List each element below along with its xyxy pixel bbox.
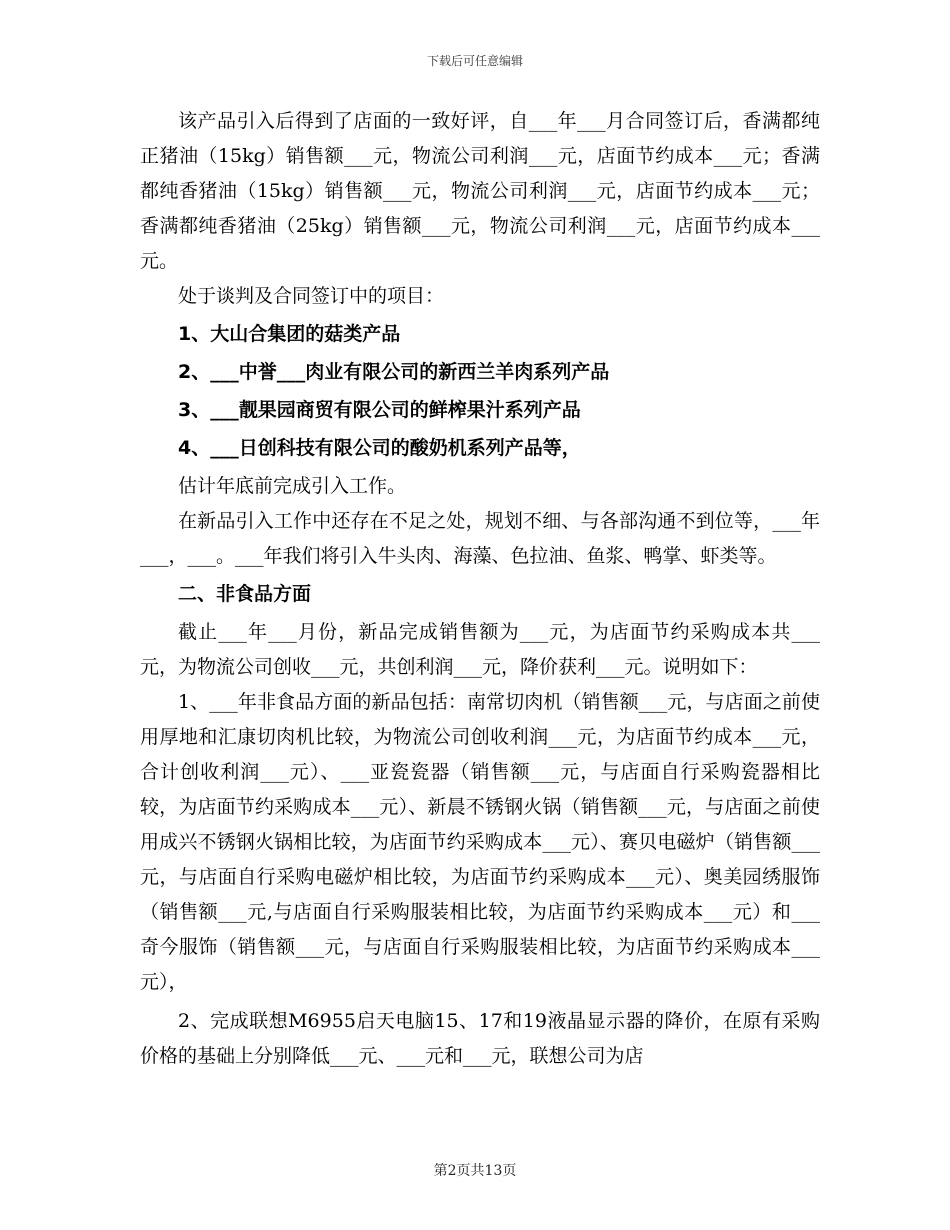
- project-item-2: 2、___中誉___肉业有限公司的新西兰羊肉系列产品: [178, 361, 610, 383]
- project-item-1: 1、大山合集团的菇类产品: [178, 323, 401, 345]
- paragraph-non-food-item-2: 2、完成联想M6955启天电脑15、17和19液晶显示器的降价，在原有采购价格的基础上分别降低___元、___元和___元，联想公司为店: [140, 1010, 820, 1067]
- paragraph-shortcomings: 在新品引入工作中还存在不足之处，规划不细、与各部沟通不到位等，___年___，___。___年我们将引入牛头肉、海藻、色拉油、鱼浆、鸭掌、虾类等。: [140, 510, 820, 567]
- section-heading-non-food: 二、非食品方面: [178, 583, 312, 605]
- project-item-4: 4、___日创科技有限公司的酸奶机系列产品等，: [178, 437, 581, 459]
- paragraph-pending-projects: 处于谈判及合同签订中的项目：: [178, 285, 445, 307]
- page-footer: 第2页共13页: [433, 1163, 517, 1179]
- project-item-3: 3、___靓果园商贸有限公司的鲜榨果汁系列产品: [178, 399, 581, 421]
- document-body: [140, 104, 820, 1074]
- paragraph-non-food-item-1: 1、___年非食品方面的新品包括：南常切肉机（销售额___元，与店面之前使用厚地和汇康切肉机比较，为物流公司创收利润___元，为店面节约成本___元，合计创收利润___元）、___亚瓷瓷器（销售额___元，与店面自行采购瓷器相比较，为店面节约采购成本___元）、新晨不锈钢火锅（销售额___元，与店面之前使用成兴不锈钢火锅相比较，为店面节约采购成本___元）、赛贝电磁炉（销售额___元，与店面自行采购电磁炉相比较，为店面节约采购成本___元）、奥美园绣服饰（销售额___元,与店面自行采购服装相比较，为店面节约采购成本___元）和___奇今服饰（销售额___元，与店面自行采购服装相比较，为店面节约采购成本___元），: [140, 691, 820, 993]
- page-header: 下载后可任意编辑: [426, 54, 523, 68]
- paragraph-estimate: 估计年底前完成引入工作。: [178, 475, 407, 497]
- paragraph-non-food-summary: 截止___年___月份，新品完成销售额为___元，为店面节约采购成本共___元，为物流公司创收___元，共创利润___元，降价获利___元。说明如下：: [140, 621, 820, 678]
- paragraph-product-review: 该产品引入后得到了店面的一致好评，自___年___月合同签订后，香满都纯正猪油（15kg）销售额___元，物流公司利润___元，店面节约成本___元；香满都纯香猪油（15kg）销售额___元，物流公司利润___元，店面节约成本___元；香满都纯香猪油（25kg）销售额___元，物流公司利润___元，店面节约成本___元。: [140, 110, 820, 272]
